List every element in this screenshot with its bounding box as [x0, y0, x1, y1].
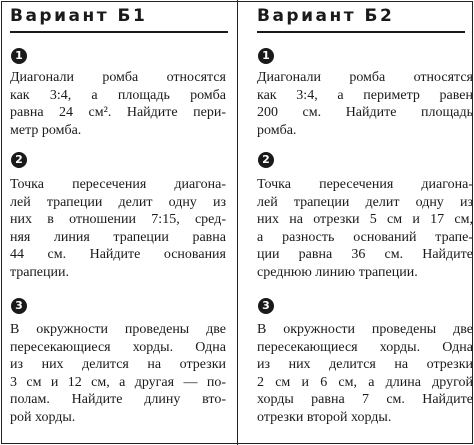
task-line: ромба.	[257, 122, 297, 138]
task-1-number-badge: 1	[258, 48, 274, 64]
variant-b2-title-rule	[257, 31, 465, 33]
task-line: как 3:4, а площадь ромба	[10, 87, 226, 103]
task-line: равна 24 см². Найдите пери-	[10, 105, 226, 120]
task-2-text	[10, 176, 226, 281]
variant-b1-title-rule	[10, 31, 228, 33]
task-line: В окружности проведены две	[10, 322, 226, 337]
task-1-number-badge: 1	[11, 48, 27, 64]
task-line: метр ромба.	[10, 122, 82, 138]
task-1-text	[257, 69, 473, 139]
task-line: лей трапеции делит одну из	[10, 194, 226, 210]
task-line: Точка пересечения диагона-	[10, 177, 226, 192]
task-line: Диагонали ромба относятся	[257, 70, 473, 85]
task-line: Диагонали ромба относятся	[10, 70, 226, 85]
task-2-text	[257, 176, 473, 281]
task-1-text	[10, 69, 226, 139]
task-line: как 3:4, а периметр равен	[257, 87, 473, 103]
task-line: среднюю линию трапеции.	[257, 264, 418, 280]
task-line: трапеции.	[10, 264, 70, 280]
task-line: а разность оснований трапе-	[257, 229, 473, 245]
task-line: них в отношении 7:15, сред-	[10, 212, 226, 227]
task-line: отрезки второй хорды.	[257, 409, 392, 425]
task-2-number-badge: 2	[258, 152, 274, 168]
task-line: Точка пересечения диагона-	[257, 177, 473, 192]
task-3-text	[10, 321, 226, 426]
task-line: няя линия трапеции равна	[10, 229, 226, 245]
task-line: лей трапеции делит одну из	[257, 194, 473, 210]
task-line: полам. Найдите длину вто-	[10, 392, 226, 407]
task-line: 200 см. Найдите площадь	[257, 105, 473, 120]
task-line: рой хорды.	[10, 409, 76, 425]
task-line: 3 см и 12 см, а другая — по-	[10, 374, 226, 390]
task-line: из них делится на отрезки	[10, 357, 226, 372]
task-line: хорды равна 7 см. Найдите	[257, 392, 473, 407]
task-line: ции равна 36 см. Найдите	[257, 247, 473, 262]
task-3-number-badge: 3	[258, 298, 274, 314]
variant-b1-title: Вариант Б1	[10, 6, 148, 26]
task-line: пересекающиеся хорды. Одна	[257, 339, 473, 355]
task-2-number-badge: 2	[11, 152, 27, 168]
task-line: 44 см. Найдите основания	[10, 247, 226, 262]
task-3-number-badge: 3	[11, 298, 27, 314]
variant-b2-title: Вариант Б2	[257, 6, 395, 26]
task-line: из них делится на отрезки	[257, 357, 473, 372]
task-line: В окружности проведены две	[257, 322, 473, 337]
task-3-text	[257, 321, 473, 426]
task-line: пересекающиеся хорды. Одна	[10, 339, 226, 355]
task-line: 2 см и 6 см, а длина другой	[257, 374, 473, 390]
column-divider	[237, 0, 238, 445]
task-line: них на отрезки 5 см и 17 см,	[257, 212, 473, 227]
